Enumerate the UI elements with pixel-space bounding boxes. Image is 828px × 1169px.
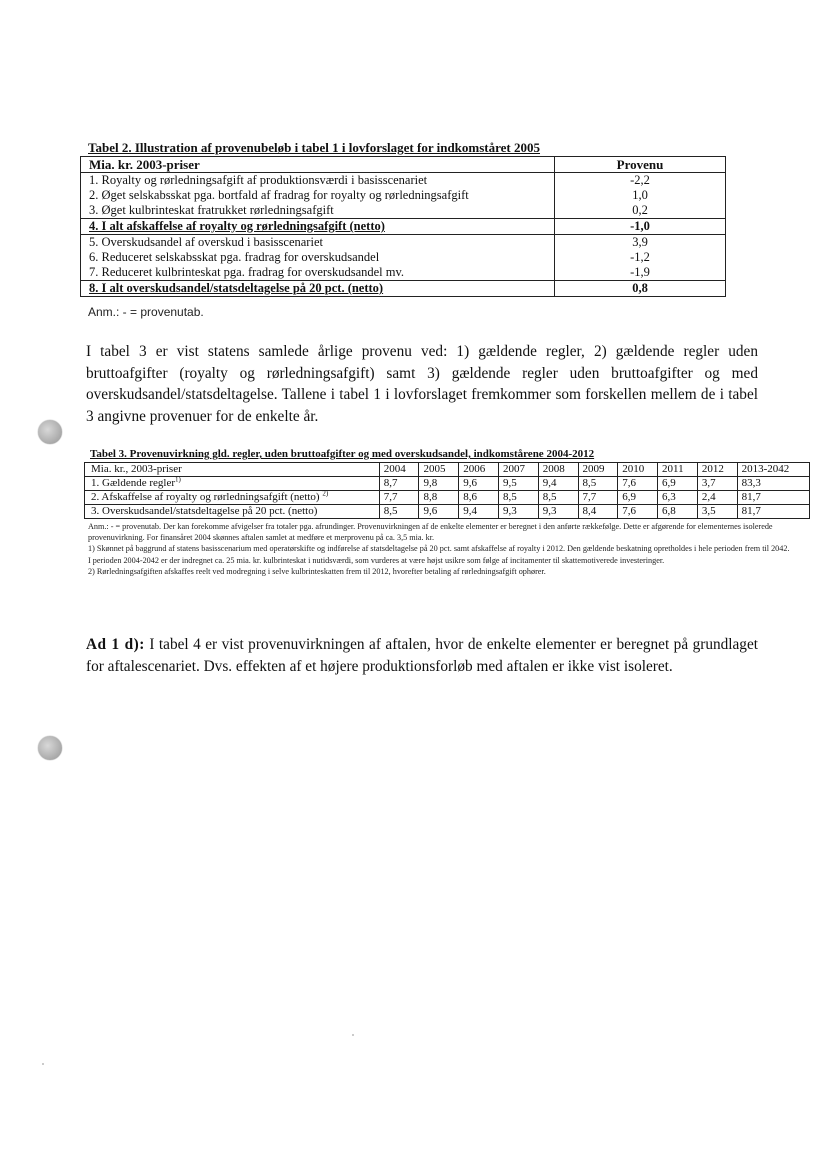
table3-cell: 81,7: [737, 505, 809, 519]
table3-header-year: 2012: [697, 463, 737, 477]
table2-row-label: 7. Reduceret kulbrinteskat pga. fradrag for overskudsandel mv.: [81, 265, 555, 281]
table2-row: [81, 250, 726, 265]
table3-header-year: 2009: [578, 463, 618, 477]
table3-row-label: 1. Gældende regler: [91, 477, 175, 489]
table3-cell: 2,4: [697, 491, 737, 505]
table3-cell: 9,6: [459, 477, 499, 491]
table3-header-year: 2010: [618, 463, 658, 477]
table3-cell: 9,3: [538, 505, 578, 519]
table3-cell: 3,5: [697, 505, 737, 519]
table3-cell: 9,6: [419, 505, 459, 519]
body-paragraph: I tabel 3 er vist statens samlede årlige provenu ved: 1) gældende regler, 2) gældende regler uden bruttoafgifter (royalty og rørledningsafgift) samt 3) gældende regler uden bruttoafgifter og med overskudsandel/statsdeltagelse. Tallene i tabel 1 i lovforslaget fremkommer som forskellen mellem de i tabel 3 angivne provenuer for de enkelte år.: [86, 343, 758, 425]
table3-cell: 6,9: [658, 477, 698, 491]
table3-row: [85, 491, 810, 505]
table3-cell: 6,9: [618, 491, 658, 505]
table3-row-label: 3. Overskudsandel/statsdeltagelse på 20 pct. (netto): [91, 505, 318, 517]
table2-row: [81, 203, 726, 219]
table3-note: Anm.: - = provenutab. Der kan forekomme afvigelser fra totaler pga. afrundinger. Provenuvirkningen af de enkelte elementer er beregnet i den anførte rækkefølge. Dette er afgørende for elementernes isolerede provenuvirkning. For finansåret 2004 skønnes aftalen samlet at medføre et merprovenu på ca. 3,5 mia. kr.: [88, 522, 773, 543]
table2-row-value: 3,9: [555, 235, 726, 251]
table2-row: [81, 188, 726, 203]
table3-header-year: 2011: [658, 463, 698, 477]
scan-speck: [42, 1063, 44, 1065]
table2-row-label: 6. Reduceret selskabsskat pga. fradrag for overskudsandel: [81, 250, 555, 265]
table3-header-year: 2005: [419, 463, 459, 477]
punch-hole-top: [38, 420, 62, 444]
scan-speck: [352, 1034, 354, 1036]
table3-cell: 3,7: [697, 477, 737, 491]
table2-row-label: 1. Royalty og rørledningsafgift af produktionsværdi i basisscenariet: [81, 173, 555, 189]
table3-cell: 8,8: [419, 491, 459, 505]
table3-cell: 7,7: [578, 491, 618, 505]
table2-row: [81, 265, 726, 281]
table3-cell: 8,4: [578, 505, 618, 519]
table2: [80, 156, 726, 297]
table3-cell: 9,4: [459, 505, 499, 519]
punch-hole-bottom: [38, 736, 62, 760]
table2-row-value: -1,9: [555, 265, 726, 281]
table3-cell: 8,6: [459, 491, 499, 505]
table2-row-value: 1,0: [555, 188, 726, 203]
table3-cell: 81,7: [737, 491, 809, 505]
table3-cell: 9,8: [419, 477, 459, 491]
table3-header-year: 2008: [538, 463, 578, 477]
table2-row-value: 0,2: [555, 203, 726, 219]
table2-row-label: 5. Overskudsandel af overskud i basisscenariet: [81, 235, 555, 251]
table3-cell: 9,3: [498, 505, 538, 519]
table3-cell: 6,3: [658, 491, 698, 505]
table3-cell: 8,5: [498, 491, 538, 505]
table2-header-row: [81, 157, 726, 173]
table3-footnote-2: 2) Rørledningsafgiften afskaffes reelt ved modregning i selve kulbrinteskatten frem til 2012, hvorefter betaling af rørledningsafgift ophører.: [88, 566, 546, 576]
table2-total-row: [81, 281, 726, 297]
footnote-marker: 1): [175, 475, 181, 484]
table3-row-label: 2. Afskaffelse af royalty og rørledningsafgift (netto): [91, 491, 320, 503]
table2-caption: Tabel 2. Illustration af provenubeløb i tabel 1 i lovforslaget for indkomståret 2005: [88, 140, 541, 155]
table2-header-label: Mia. kr. 2003-priser: [81, 157, 555, 173]
table3-cell: 9,4: [538, 477, 578, 491]
table3-cell: 8,5: [379, 505, 419, 519]
table3-cell: 8,5: [578, 477, 618, 491]
table3-caption: Tabel 3. Provenuvirkning gld. regler, uden bruttoafgifter og med overskudsandel, indkomstårene 2004-2012: [90, 448, 595, 460]
footnote-marker: 2): [322, 489, 329, 498]
table3-cell: 7,6: [618, 505, 658, 519]
table3-cell: 7,6: [618, 477, 658, 491]
table3-header-year: 2004: [379, 463, 419, 477]
table3-cell: 6,8: [658, 505, 698, 519]
table2-total-label: 4. I alt afskaffelse af royalty og rørledningsafgift (netto): [89, 219, 385, 233]
table2-row: [81, 173, 726, 189]
table2-row-value: -2,2: [555, 173, 726, 189]
table2-row-label: 2. Øget selskabsskat pga. bortfald af fradrag for royalty og rørledningsafgift: [81, 188, 555, 203]
table3-header-row: [85, 463, 810, 477]
table3-header-year: 2006: [459, 463, 499, 477]
section-label: Ad 1 d):: [86, 636, 145, 653]
table2-row-label: 3. Øget kulbrinteskat fratrukket rørledningsafgift: [81, 203, 555, 219]
table3-header-label: Mia. kr., 2003-priser: [85, 463, 380, 477]
table3-header-year: 2007: [498, 463, 538, 477]
table2-total-value: -1,0: [555, 219, 726, 235]
table3-notes: [88, 521, 790, 577]
table2-total-label: 8. I alt overskudsandel/statsdeltagelse på 20 pct. (netto): [89, 281, 384, 295]
table2-row-value: -1,2: [555, 250, 726, 265]
table3-cell: 7,7: [379, 491, 419, 505]
table3-cell: 9,5: [498, 477, 538, 491]
table3-cell: 83,3: [737, 477, 809, 491]
body-paragraph-ad1d: [86, 634, 758, 677]
table3: [84, 462, 810, 519]
table3-header-year: 2013-2042: [737, 463, 809, 477]
table3-cell: 8,7: [379, 477, 419, 491]
paragraph-text: I tabel 4 er vist provenuvirkningen af aftalen, hvor de enkelte elementer er beregnet på grundlaget for aftalescenariet. Dvs. effekten af et højere produktionsforløb med aftalen er ikke vist isoleret.: [86, 636, 758, 675]
table2-total-value: 0,8: [555, 281, 726, 297]
table2-header-value: Provenu: [555, 157, 726, 173]
table2-total-row: [81, 219, 726, 235]
table2-note: Anm.: - = provenutab.: [88, 305, 204, 319]
table3-row: [85, 505, 810, 519]
table2-row: [81, 235, 726, 251]
table3-footnote-1: 1) Skønnet på baggrund af statens basisscenarium med operatørskifte og indførelse af statsdeltagelse på 20 pct. samt afskaffelse af royalty i 2012. Den gældende beskatning opretholdes i hele perioden frem til 2042. I perioden 2004-2042 er der indregnet ca. 25 mia. kr. kulbrinteskat i nutidsværdi, som vurderes at være højst usikre som følge af incitamenter til skattemotiverede investeringer.: [88, 544, 790, 565]
table3-cell: 8,5: [538, 491, 578, 505]
table3-row: [85, 477, 810, 491]
